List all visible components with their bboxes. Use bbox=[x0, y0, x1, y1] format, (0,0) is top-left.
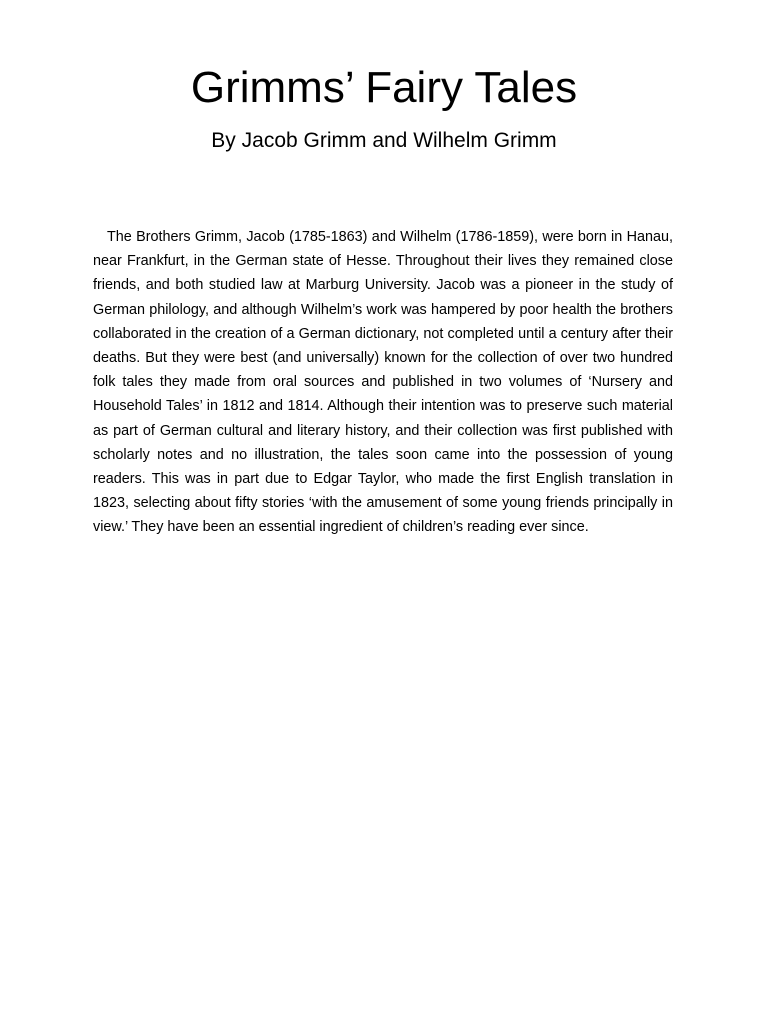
intro-paragraph: The Brothers Grimm, Jacob (1785-1863) and Wilhelm (1786-1859), were born in Hanau, near Frankfurt, in the German state of Hesse. Throughout their lives they remained close friends, and both studied law at Marburg University. Jacob was a pioneer in the study of German philology, and although Wilhelm’s work was hampered by poor health the brothers collaborated in the creation of a German dictionary, not completed until a century after their deaths. But they were best (and universally) known for the collection of over two hundred folk tales they made from oral sources and published in two volumes of ‘Nursery and Household Tales’ in 1812 and 1814. Although their intention was to preserve such material as part of German cultural and literary history, and their collection was first published with scholarly notes and no illustration, the tales soon came into the possession of young readers. This was in part due to Edgar Taylor, who made the first English translation in 1823, selecting about fifty stories ‘with the amusement of some young friends principally in view.’ They have been an essential ingredient of children’s reading ever since. bbox=[93, 229, 673, 536]
author-subtitle: By Jacob Grimm and Wilhelm Grimm bbox=[211, 129, 557, 152]
page-title: Grimms’ Fairy Tales bbox=[190, 63, 578, 112]
